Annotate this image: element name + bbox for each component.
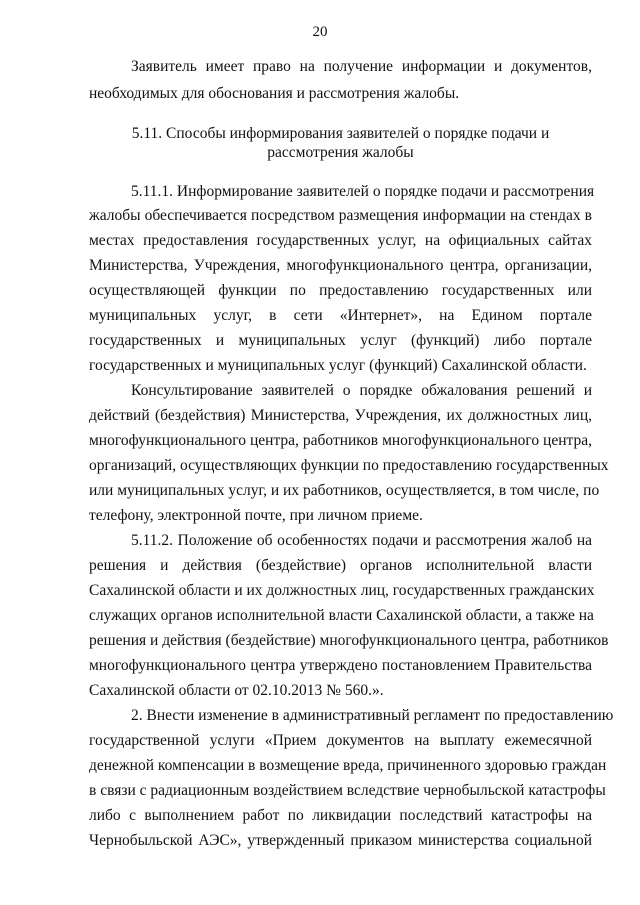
text-line: в связи с радиационным воздействием вследствие чернобыльской катастрофы: [89, 782, 606, 799]
text-line: необходимых для обоснования и рассмотрения жалобы.: [89, 85, 460, 102]
text-line: жалобы обеспечивается посредством размещения информации на стендах в: [89, 207, 592, 224]
text-line: либо с выполнением работ по ликвидации последствий катастрофы на: [89, 807, 592, 824]
text-line: государственных и муниципальных услуг (функций) либо портале: [89, 332, 592, 349]
text-line: муниципальных услуг, в сети «Интернет», на Едином портале: [89, 307, 592, 324]
text-line: Сахалинской области и их должностных лиц, государственных гражданских: [89, 582, 595, 599]
heading-line: рассмотрения жалобы: [267, 144, 414, 161]
text-line: денежной компенсации в возмещение вреда, причиненного здоровью граждан: [89, 757, 607, 774]
heading-line: 5.11. Способы информирования заявителей о порядке подачи и: [131, 125, 550, 142]
text-line: Министерства, Учреждения, многофункционального центра, организации,: [89, 257, 592, 274]
page-number: 20: [312, 24, 328, 40]
text-line: осуществляющей функции по предоставлению государственных или: [89, 282, 592, 299]
text-line: действий (бездействия) Министерства, Учреждения, их должностных лиц,: [89, 407, 592, 424]
text-line: местах предоставления государственных услуг, на официальных сайтах: [89, 232, 592, 249]
text-line: 5.11.1. Информирование заявителей о порядке подачи и рассмотрения: [131, 183, 595, 200]
text-line: Сахалинской области от 02.10.2013 № 560.».: [89, 682, 384, 699]
text-line: Консультирование заявителей о порядке обжалования решений и: [131, 382, 592, 399]
text-line: решения и действия (бездействие) многофункционального центра, работников: [89, 632, 609, 649]
text-line: 2. Внести изменение в административный регламент по предоставлению: [131, 707, 614, 724]
text-line: Заявитель имеет право на получение информации и документов,: [131, 58, 592, 75]
text-line: или муниципальных услуг, и их работников, осуществляется, в том числе, по: [89, 482, 600, 499]
text-line: государственных и муниципальных услуг (функций) Сахалинской области.: [89, 357, 587, 374]
text-line: многофункционального центра, работников многофункционального центра,: [89, 432, 592, 449]
text-line: Чернобыльской АЭС», утвержденный приказом министерства социальной: [89, 832, 592, 849]
text-line: 5.11.2. Положение об особенностях подачи и рассмотрения жалоб на: [131, 532, 592, 549]
text-line: организаций, осуществляющих функции по предоставлению государственных: [89, 457, 609, 474]
text-line: государственной услуги «Прием документов на выплату ежемесячной: [89, 732, 592, 749]
text-line: служащих органов исполнительной власти Сахалинской области, а также на: [89, 607, 594, 624]
text-line: решения и действия (бездействие) органов исполнительной власти: [89, 557, 592, 574]
text-line: телефону, электронной почте, при личном приеме.: [89, 507, 423, 524]
text-line: многофункционального центра утверждено постановлением Правительства: [89, 657, 592, 674]
